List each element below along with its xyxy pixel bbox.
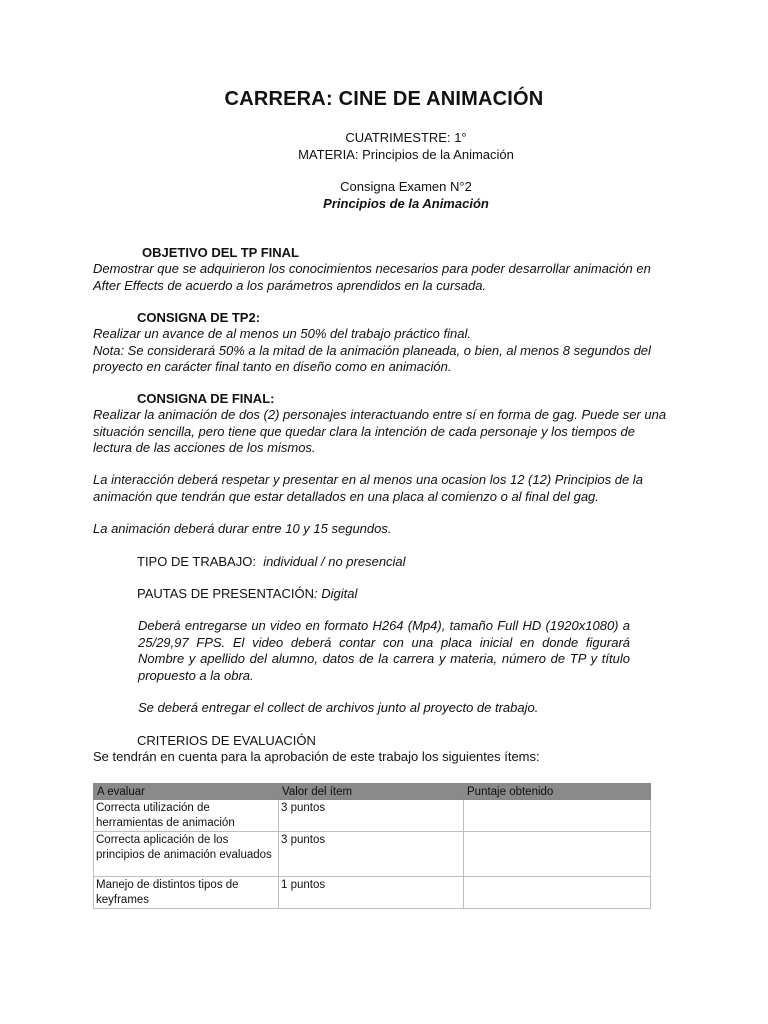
tipo-value: individual / no presencial xyxy=(263,554,406,569)
pautas-line xyxy=(137,586,357,603)
column-header: Puntaje obtenido xyxy=(464,784,651,800)
final-paragraph-1: Realizar la animación de dos (2) personajes interactuando entre sí en forma de gag. Puede ser una situación sencilla, pero tiene que quedar clara la intención de cada personaje y los tiempos de lectura de las acciones de los mismos. xyxy=(93,407,667,455)
final-paragraph-3: La animación deberá durar entre 10 y 15 segundos. xyxy=(93,521,392,536)
pautas-value: : Digital xyxy=(313,586,358,601)
materia-line: MATERIA: Principios de la Animación xyxy=(298,147,514,162)
column-header: A evaluar xyxy=(94,784,279,800)
table-cell-item: Correcta utilización de herramientas de animación xyxy=(94,800,279,832)
table-cell-item: Manejo de distintos tipos de keyframes xyxy=(94,877,279,909)
table-cell-puntaje xyxy=(464,800,651,832)
table-cell-puntaje xyxy=(464,832,651,877)
final-heading: CONSIGNA DE FINAL: xyxy=(137,391,275,406)
criterios-intro: Se tendrán en cuenta para la aprobación de este trabajo los siguientes ítems: xyxy=(93,749,540,764)
tipo-line xyxy=(137,554,406,571)
table-header-row xyxy=(94,784,651,800)
table-cell-valor: 3 puntos xyxy=(279,832,464,877)
table-row xyxy=(94,877,651,909)
tp2-heading: CONSIGNA DE TP2: xyxy=(137,310,261,325)
pautas-paragraph-1: Deberá entregarse un video en formato H264 (Mp4), tamaño Full HD (1920x1080) a 25/29,97 FPS. El video deberá contar con una placa inicial en donde figurará Nombre y apellido del alumno, datos de la carrera y materia, número de TP y título propuesto a la obra. xyxy=(138,618,630,683)
final-paragraph-2: La interacción deberá respetar y presentar en al menos una ocasion los 12 (12) Principios de la animación que tendrán que estar detallados en una placa al comienzo o al final del gag. xyxy=(93,472,643,504)
tp2-line-1: Realizar un avance de al menos un 50% del trabajo práctico final. xyxy=(93,326,471,341)
final-text xyxy=(93,407,668,457)
column-header: Valor del ítem xyxy=(279,784,464,800)
tp2-line-2: Nota: Se considerará 50% a la mitad de la animación planeada, o bien, al menos 8 segundos del proyecto en carácter final tanto en diseño como en animación. xyxy=(93,342,651,374)
final-text-3 xyxy=(93,521,683,538)
table-row xyxy=(94,800,651,832)
consigna-line: Consigna Examen N°2 xyxy=(340,179,472,194)
tipo-label: TIPO DE TRABAJO: xyxy=(137,554,264,569)
table-row xyxy=(94,832,651,877)
objetivo-text xyxy=(93,261,653,294)
page-title: CARRERA: CINE DE ANIMACIÓN xyxy=(224,88,544,110)
objetivo-heading: OBJETIVO DEL TP FINAL xyxy=(142,245,299,260)
table-cell-valor: 3 puntos xyxy=(279,800,464,832)
criterios-heading: CRITERIOS DE EVALUACIÓN xyxy=(137,733,316,748)
final-text-2 xyxy=(93,472,673,505)
pautas-paragraph-2: Se deberá entregar el collect de archivos junto al proyecto de trabajo. xyxy=(138,700,539,715)
objetivo-paragraph: Demostrar que se adquirieron los conocimientos necesarios para poder desarrollar animación en After Effects de acuerdo a los parámetros aprendidos en la cursada. xyxy=(93,261,651,293)
cuatrimestre-line: CUATRIMESTRE: 1° xyxy=(345,130,467,145)
pautas-label: PAUTAS DE PRESENTACIÓN xyxy=(137,586,314,601)
criterios-table xyxy=(93,783,651,909)
subtitle-line: Principios de la Animación xyxy=(323,196,489,211)
table-cell-valor: 1 puntos xyxy=(279,877,464,909)
table-cell-puntaje xyxy=(464,877,651,909)
tp2-text xyxy=(93,326,678,376)
table-cell-item: Correcta aplicación de los principios de animación evaluados xyxy=(94,832,279,877)
